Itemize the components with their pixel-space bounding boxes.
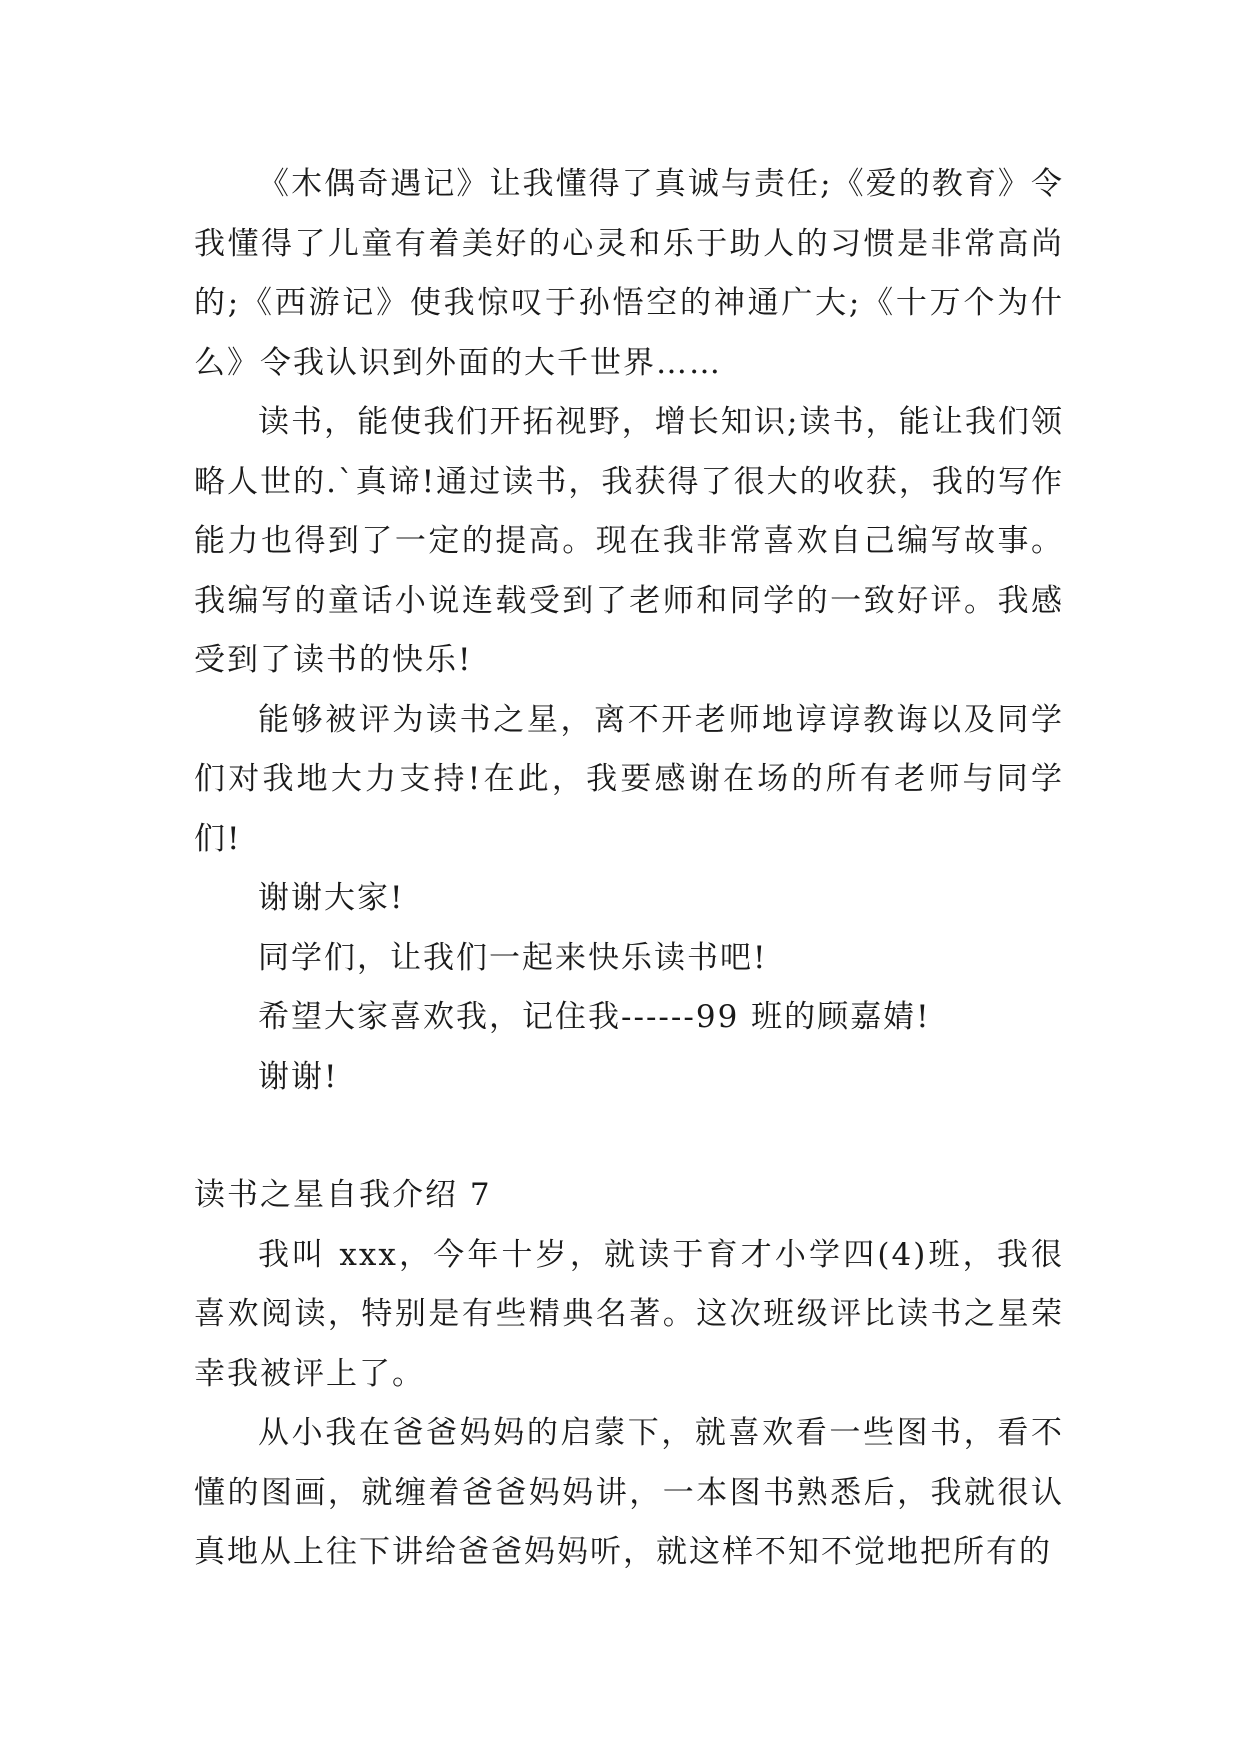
line-read-together: 同学们，让我们一起来快乐读书吧! [258,939,768,976]
line-remember-me: 希望大家喜欢我，记住我------99 班的顾嘉婧! [258,999,931,1035]
paragraph-thanks-teachers: 能够被评为读书之星，离不开老师地谆谆教诲以及同学们对我地大力支持!在此，我要感谢在场的所有老师与同学们! [194,701,1064,857]
paragraph-reading-benefits: 读书，能使我们开拓视野，增长知识;读书，能让我们领略人世的.`真谛!通过读书，我获得了很大的收获，我的写作能力也得到了一定的提高。现在我非常喜欢自己编写故事。我编写的童话小说连载受到了老师和同学的一致好评。我感受到了读书的快乐! [194,404,1064,678]
paragraph-self-intro: 我叫 xxx，今年十岁，就读于育才小学四(4)班，我很喜欢阅读，特别是有些精典名著。这次班级评比读书之星荣幸我被评上了。 [194,1236,1064,1392]
document-body [194,155,1064,1583]
paragraph-book-list: 《木偶奇遇记》让我懂得了真诚与责任;《爱的教育》令我懂得了儿童有着美好的心灵和乐于助人的习惯是非常高尚的;《西游记》使我惊叹于孙悟空的神通广大;《十万个为什么》令我认识到外面的大千世界…… [194,166,1064,381]
line-thanks: 谢谢! [258,1058,339,1095]
section-title: 读书之星自我介绍 7 [194,1177,492,1213]
line-thank-everyone: 谢谢大家! [258,880,405,916]
paragraph-childhood-reading: 从小我在爸爸妈妈的启蒙下，就喜欢看一些图书，看不懂的图画，就缠着爸爸妈妈讲，一本图书熟悉后，我就很认真地从上往下讲给爸爸妈妈听，就这样不知不觉地把所有的 [194,1415,1064,1570]
